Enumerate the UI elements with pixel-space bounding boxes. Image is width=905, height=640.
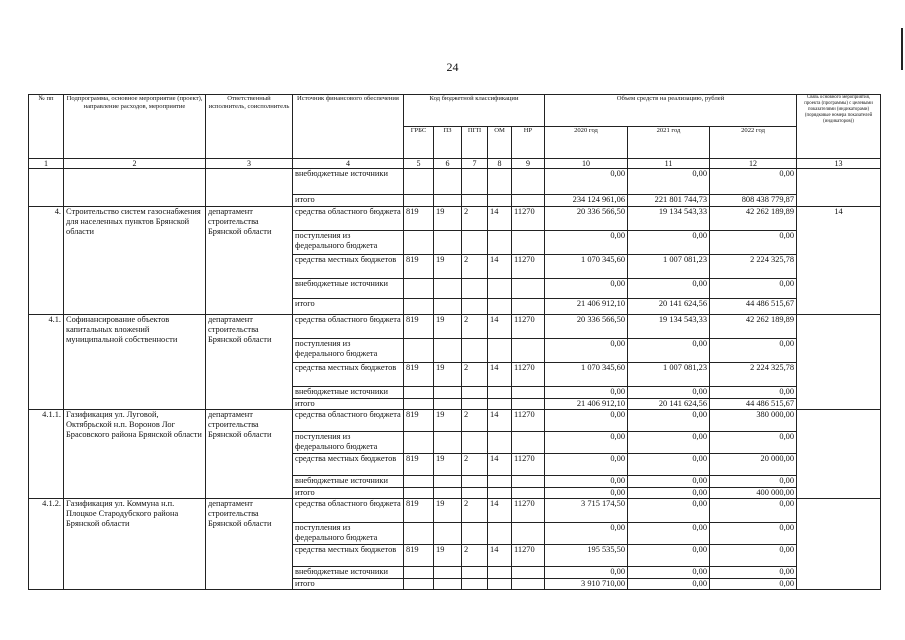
nr-cell (512, 399, 545, 410)
pz-cell: 19 (434, 454, 462, 476)
om-cell (488, 195, 512, 207)
value-2020: 20 336 566,50 (545, 207, 628, 231)
om-cell: 14 (488, 207, 512, 231)
item-number: 4. (29, 207, 64, 315)
item-executor: департамент строительства Брянской области (206, 207, 293, 315)
om-cell (488, 399, 512, 410)
item-executor: департамент строительства Брянской области (206, 499, 293, 590)
value-2022: 44 486 515,67 (710, 299, 797, 315)
source-cell: средства областного бюджета (293, 499, 404, 523)
om-cell (488, 432, 512, 454)
column-number: 13 (797, 159, 881, 169)
value-2021: 1 007 081,23 (628, 255, 710, 279)
pgp-cell (462, 567, 488, 579)
grbs-cell: 819 (404, 410, 434, 432)
grbs-cell (404, 279, 434, 299)
pgp-cell: 2 (462, 454, 488, 476)
nr-cell (512, 579, 545, 590)
pgp-cell (462, 432, 488, 454)
pz-cell (434, 387, 462, 399)
nr-cell (512, 339, 545, 363)
pgp-cell (462, 169, 488, 195)
om-cell (488, 339, 512, 363)
value-2022: 0,00 (710, 339, 797, 363)
value-2020: 21 406 912,10 (545, 299, 628, 315)
nr-cell (512, 523, 545, 545)
value-2021: 0,00 (628, 410, 710, 432)
column-number: 5 (404, 159, 434, 169)
header-name: Подпрограмма, основное мероприятие (проект), направление расходов, мероприятие (64, 95, 206, 159)
value-2020: 3 715 174,50 (545, 499, 628, 523)
value-2021: 0,00 (628, 339, 710, 363)
value-2021: 0,00 (628, 579, 710, 590)
value-2022: 0,00 (710, 579, 797, 590)
nr-cell (512, 567, 545, 579)
om-cell (488, 488, 512, 499)
source-cell: итого (293, 195, 404, 207)
value-2020: 3 910 710,00 (545, 579, 628, 590)
pz-cell (434, 231, 462, 255)
om-cell (488, 299, 512, 315)
carry-row (29, 169, 881, 195)
value-2021: 0,00 (628, 432, 710, 454)
column-number: 2 (64, 159, 206, 169)
header-pz: ПЗ (434, 127, 462, 159)
pz-cell (434, 169, 462, 195)
column-number: 7 (462, 159, 488, 169)
value-2021: 0,00 (628, 476, 710, 488)
pgp-cell (462, 299, 488, 315)
value-2020: 1 070 345,60 (545, 255, 628, 279)
nr-cell (512, 476, 545, 488)
source-cell: поступления из федерального бюджета (293, 231, 404, 255)
item-number: 4.1.1. (29, 410, 64, 499)
source-cell: итого (293, 399, 404, 410)
value-2020: 0,00 (545, 231, 628, 255)
item-number: 4.1. (29, 315, 64, 410)
column-number: 4 (293, 159, 404, 169)
source-cell: итого (293, 579, 404, 590)
grbs-cell: 819 (404, 207, 434, 231)
grbs-cell (404, 169, 434, 195)
om-cell (488, 169, 512, 195)
grbs-cell (404, 432, 434, 454)
page-number: 24 (446, 60, 459, 74)
nr-cell: 11270 (512, 207, 545, 231)
source-cell: внебюджетные источники (293, 567, 404, 579)
pgp-cell (462, 579, 488, 590)
value-2021: 20 141 624,56 (628, 399, 710, 410)
grbs-cell: 819 (404, 545, 434, 567)
header-kbk: Код бюджетной классификации (404, 95, 545, 127)
item-executor: департамент строительства Брянской области (206, 410, 293, 499)
value-2020: 0,00 (545, 387, 628, 399)
column-number: 12 (710, 159, 797, 169)
pgp-cell (462, 279, 488, 299)
pz-cell (434, 432, 462, 454)
value-2020: 234 124 961,06 (545, 195, 628, 207)
source-cell: средства областного бюджета (293, 410, 404, 432)
pgp-cell (462, 231, 488, 255)
value-2021: 0,00 (628, 567, 710, 579)
value-2021: 0,00 (628, 169, 710, 195)
pz-cell (434, 579, 462, 590)
column-number: 1 (29, 159, 64, 169)
source-cell: средства областного бюджета (293, 315, 404, 339)
header-nr: НР (512, 127, 545, 159)
pz-cell (434, 299, 462, 315)
nr-cell: 11270 (512, 410, 545, 432)
value-2020: 0,00 (545, 279, 628, 299)
value-2022: 44 486 515,67 (710, 399, 797, 410)
nr-cell (512, 299, 545, 315)
pgp-cell: 2 (462, 255, 488, 279)
link-cell (797, 169, 881, 207)
value-2021: 0,00 (628, 279, 710, 299)
value-2021: 19 134 543,33 (628, 207, 710, 231)
value-2022: 20 000,00 (710, 454, 797, 476)
value-2022: 0,00 (710, 523, 797, 545)
pgp-cell (462, 523, 488, 545)
value-2022: 0,00 (710, 567, 797, 579)
source-cell: поступления из федерального бюджета (293, 523, 404, 545)
nr-cell: 11270 (512, 454, 545, 476)
om-cell: 14 (488, 255, 512, 279)
value-2022: 2 224 325,78 (710, 363, 797, 387)
value-2020: 20 336 566,50 (545, 315, 628, 339)
value-2020: 0,00 (545, 169, 628, 195)
nr-cell: 11270 (512, 363, 545, 387)
table-row (29, 315, 881, 339)
grbs-cell (404, 339, 434, 363)
value-2021: 0,00 (628, 454, 710, 476)
source-cell: поступления из федерального бюджета (293, 339, 404, 363)
pz-cell: 19 (434, 545, 462, 567)
value-2022: 0,00 (710, 279, 797, 299)
pgp-cell: 2 (462, 207, 488, 231)
nr-cell: 11270 (512, 545, 545, 567)
nr-cell: 11270 (512, 499, 545, 523)
value-2020: 0,00 (545, 410, 628, 432)
name-cell (64, 169, 206, 207)
grbs-cell (404, 476, 434, 488)
source-cell: средства местных бюджетов (293, 545, 404, 567)
source-cell: внебюджетные источники (293, 476, 404, 488)
value-2022: 808 438 779,87 (710, 195, 797, 207)
pz-cell (434, 567, 462, 579)
source-cell: средства местных бюджетов (293, 454, 404, 476)
value-2021: 0,00 (628, 387, 710, 399)
source-cell: итого (293, 299, 404, 315)
om-cell (488, 231, 512, 255)
grbs-cell: 819 (404, 454, 434, 476)
indicator-link: 14 (797, 207, 881, 315)
value-2020: 0,00 (545, 339, 628, 363)
source-cell: внебюджетные источники (293, 169, 404, 195)
om-cell (488, 387, 512, 399)
om-cell: 14 (488, 545, 512, 567)
nr-cell (512, 279, 545, 299)
grbs-cell (404, 579, 434, 590)
om-cell: 14 (488, 410, 512, 432)
source-cell: поступления из федерального бюджета (293, 432, 404, 454)
om-cell: 14 (488, 499, 512, 523)
pz-cell: 19 (434, 315, 462, 339)
value-2021: 19 134 543,33 (628, 315, 710, 339)
value-2022: 0,00 (710, 476, 797, 488)
item-name: Газификация ул. Коммуна н.п. Плоцкое Стародубского района Брянской области (64, 499, 206, 590)
pz-cell (434, 279, 462, 299)
pgp-cell: 2 (462, 315, 488, 339)
grbs-cell (404, 523, 434, 545)
table-row (29, 499, 881, 523)
value-2020: 0,00 (545, 488, 628, 499)
item-name: Газификация ул. Луговой, Октябрьской н.п. Воронов Лог Брасовского района Брянской области (64, 410, 206, 499)
pz-cell (434, 339, 462, 363)
executor-cell (206, 169, 293, 207)
value-2020: 195 535,50 (545, 545, 628, 567)
column-number: 9 (512, 159, 545, 169)
indicator-link (797, 315, 881, 410)
nr-cell: 11270 (512, 255, 545, 279)
grbs-cell (404, 195, 434, 207)
header-year-2022: 2022 год (710, 127, 797, 159)
value-2022: 400 000,00 (710, 488, 797, 499)
pgp-cell (462, 195, 488, 207)
source-cell: средства местных бюджетов (293, 255, 404, 279)
value-2021: 221 801 744,73 (628, 195, 710, 207)
pgp-cell: 2 (462, 499, 488, 523)
grbs-cell (404, 387, 434, 399)
pz-cell (434, 523, 462, 545)
pz-cell: 19 (434, 207, 462, 231)
pz-cell: 19 (434, 255, 462, 279)
budget-table-wrapper (28, 94, 880, 590)
om-cell: 14 (488, 315, 512, 339)
indicator-link (797, 410, 881, 499)
column-number: 10 (545, 159, 628, 169)
grbs-cell (404, 299, 434, 315)
pgp-cell: 2 (462, 363, 488, 387)
value-2021: 1 007 081,23 (628, 363, 710, 387)
value-2020: 0,00 (545, 454, 628, 476)
header-volume: Объем средств на реализацию, рублей (545, 95, 797, 127)
source-cell: средства местных бюджетов (293, 363, 404, 387)
pgp-cell (462, 488, 488, 499)
item-name: Строительство систем газоснабжения для населенных пунктов Брянской области (64, 207, 206, 315)
om-cell: 14 (488, 454, 512, 476)
pz-cell (434, 476, 462, 488)
om-cell (488, 579, 512, 590)
value-2022: 380 000,00 (710, 410, 797, 432)
value-2021: 0,00 (628, 523, 710, 545)
nr-cell (512, 488, 545, 499)
value-2022: 42 262 189,89 (710, 315, 797, 339)
value-2020: 21 406 912,10 (545, 399, 628, 410)
nr-cell (512, 432, 545, 454)
pz-cell (434, 399, 462, 410)
value-2022: 42 262 189,89 (710, 207, 797, 231)
nr-cell (512, 169, 545, 195)
indicator-link (797, 499, 881, 590)
table-body (29, 169, 881, 590)
pz-cell (434, 195, 462, 207)
value-2020: 0,00 (545, 432, 628, 454)
item-name: Софинансирование объектов капитальных вложений муниципальной собственности (64, 315, 206, 410)
grbs-cell (404, 567, 434, 579)
om-cell (488, 567, 512, 579)
grbs-cell: 819 (404, 255, 434, 279)
value-2020: 0,00 (545, 476, 628, 488)
om-cell (488, 279, 512, 299)
value-2022: 0,00 (710, 545, 797, 567)
table-header (29, 95, 881, 169)
grbs-cell (404, 399, 434, 410)
header-year-2020: 2020 год (545, 127, 628, 159)
pgp-cell (462, 476, 488, 488)
table-row (29, 410, 881, 432)
value-2021: 0,00 (628, 488, 710, 499)
header-om: ОМ (488, 127, 512, 159)
om-cell: 14 (488, 363, 512, 387)
value-2022: 0,00 (710, 499, 797, 523)
value-2021: 0,00 (628, 231, 710, 255)
grbs-cell (404, 231, 434, 255)
value-2020: 0,00 (545, 567, 628, 579)
nr-cell (512, 231, 545, 255)
grbs-cell: 819 (404, 499, 434, 523)
header-link: Связь основного мероприятия, проекта (программы) с целевыми показателями (индикаторами) (порядковые номера показателей (индикаторов)) (797, 95, 881, 159)
source-cell: итого (293, 488, 404, 499)
grbs-cell: 819 (404, 363, 434, 387)
pz-cell: 19 (434, 499, 462, 523)
pz-cell: 19 (434, 363, 462, 387)
header-pgp: ПГП (462, 127, 488, 159)
nr-cell (512, 387, 545, 399)
source-cell: внебюджетные источники (293, 279, 404, 299)
om-cell (488, 476, 512, 488)
om-cell (488, 523, 512, 545)
item-number: 4.1.2. (29, 499, 64, 590)
header-num: № пп (29, 95, 64, 159)
table-row (29, 207, 881, 231)
header-year-2021: 2021 год (628, 127, 710, 159)
header-source: Источник финансового обеспечения (293, 95, 404, 159)
value-2022: 2 224 325,78 (710, 255, 797, 279)
column-number: 3 (206, 159, 293, 169)
pgp-cell: 2 (462, 545, 488, 567)
value-2021: 20 141 624,56 (628, 299, 710, 315)
pgp-cell (462, 387, 488, 399)
value-2020: 0,00 (545, 523, 628, 545)
column-numbers-row (29, 159, 881, 169)
pz-cell: 19 (434, 410, 462, 432)
column-number: 11 (628, 159, 710, 169)
header-executor: Ответственный исполнитель, соисполнитель (206, 95, 293, 159)
value-2021: 0,00 (628, 499, 710, 523)
pgp-cell: 2 (462, 410, 488, 432)
header-grbs: ГРБС (404, 127, 434, 159)
grbs-cell: 819 (404, 315, 434, 339)
value-2021: 0,00 (628, 545, 710, 567)
value-2020: 1 070 345,60 (545, 363, 628, 387)
pgp-cell (462, 339, 488, 363)
pz-cell (434, 488, 462, 499)
value-2022: 0,00 (710, 387, 797, 399)
column-number: 8 (488, 159, 512, 169)
item-executor: департамент строительства Брянской области (206, 315, 293, 410)
nr-cell (512, 195, 545, 207)
column-number: 6 (434, 159, 462, 169)
budget-table (28, 94, 881, 590)
nr-cell: 11270 (512, 315, 545, 339)
value-2022: 0,00 (710, 169, 797, 195)
num-cell (29, 169, 64, 207)
margin-mark (901, 28, 903, 70)
value-2022: 0,00 (710, 432, 797, 454)
source-cell: средства областного бюджета (293, 207, 404, 231)
value-2022: 0,00 (710, 231, 797, 255)
grbs-cell (404, 488, 434, 499)
pgp-cell (462, 399, 488, 410)
source-cell: внебюджетные источники (293, 387, 404, 399)
